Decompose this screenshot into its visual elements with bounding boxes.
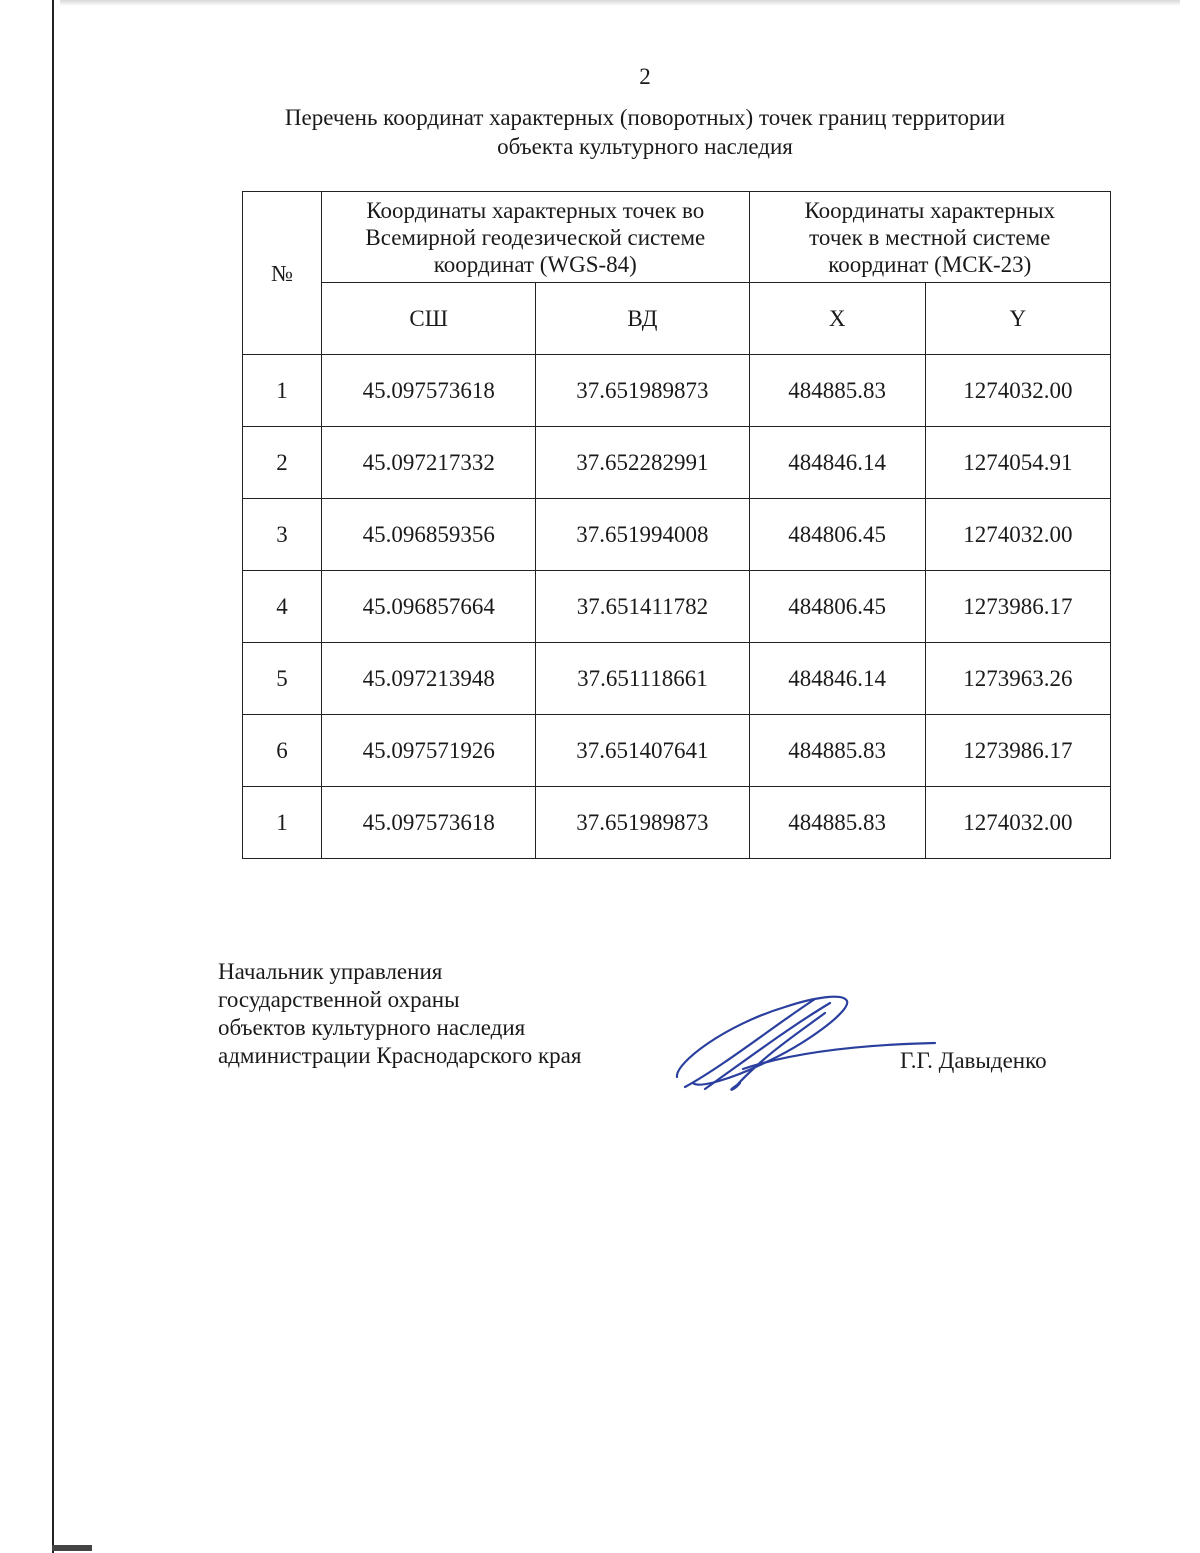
header-wgs84-line-1: Координаты характерных точек во (366, 197, 705, 223)
scan-left-edge (52, 0, 54, 1553)
position-line-1: Начальник управления (218, 959, 443, 984)
cell-number: 1 (243, 355, 322, 427)
cell-x: 484806.45 (749, 499, 925, 571)
cell-latitude: 45.096857664 (322, 571, 536, 643)
cell-longitude: 37.651407641 (536, 715, 749, 787)
cell-latitude: 45.097217332 (322, 427, 536, 499)
document-title (200, 103, 1090, 161)
title-line-2: объекта культурного наследия (497, 134, 793, 159)
header-x: X (749, 283, 925, 355)
position-line-4: администрации Краснодарского края (218, 1043, 582, 1068)
cell-latitude: 45.097573618 (322, 355, 536, 427)
cell-longitude: 37.651989873 (536, 355, 749, 427)
cell-y: 1274032.00 (925, 499, 1110, 571)
cell-y: 1273986.17 (925, 571, 1110, 643)
header-msk23-line-3: координат (МСК-23) (828, 251, 1032, 277)
cell-y: 1273963.26 (925, 643, 1110, 715)
cell-latitude: 45.097213948 (322, 643, 536, 715)
cell-y: 1273986.17 (925, 715, 1110, 787)
header-msk23-line-1: Координаты характерных (804, 197, 1056, 223)
cell-x: 484885.83 (749, 787, 925, 859)
table-row (243, 355, 1111, 427)
table-header-row-2 (243, 283, 1111, 355)
cell-number: 5 (243, 643, 322, 715)
table-row (243, 499, 1111, 571)
cell-latitude: 45.097571926 (322, 715, 536, 787)
table-header-row-1 (243, 192, 1111, 283)
cell-number: 2 (243, 427, 322, 499)
scan-top-edge (60, 0, 1180, 6)
header-msk23-group (749, 192, 1110, 283)
handwritten-signature (665, 985, 945, 1105)
cell-longitude: 37.651411782 (536, 571, 749, 643)
header-wgs84-group (322, 192, 749, 283)
header-y: Y (925, 283, 1110, 355)
cell-number: 3 (243, 499, 322, 571)
cell-x: 484846.14 (749, 643, 925, 715)
cell-latitude: 45.096859356 (322, 499, 536, 571)
cell-longitude: 37.651118661 (536, 643, 749, 715)
title-line-1: Перечень координат характерных (поворотных) точек границ территории (284, 105, 1006, 130)
cell-longitude: 37.651989873 (536, 787, 749, 859)
cell-longitude: 37.652282991 (536, 427, 749, 499)
table-row (243, 715, 1111, 787)
cell-y: 1274032.00 (925, 355, 1110, 427)
coordinates-table (242, 191, 1111, 859)
table-row (243, 571, 1111, 643)
cell-number: 6 (243, 715, 322, 787)
header-wgs84-line-3: координат (WGS-84) (433, 251, 637, 277)
page-number: 2 (639, 64, 651, 89)
header-latitude: СШ (322, 283, 536, 355)
cell-latitude: 45.097573618 (322, 787, 536, 859)
signer-name: Г.Г. Давыденко (900, 1048, 1047, 1073)
header-msk23-line-2: точек в местной системе (809, 224, 1051, 250)
cell-x: 484806.45 (749, 571, 925, 643)
header-wgs84-line-2: Всемирной геодезической системе (365, 224, 706, 250)
cell-y: 1274032.00 (925, 787, 1110, 859)
scan-bottom-mark (52, 1545, 92, 1551)
header-number: № (243, 192, 322, 355)
table-row (243, 427, 1111, 499)
position-line-3: объектов культурного наследия (218, 1015, 526, 1040)
header-longitude: ВД (536, 283, 749, 355)
cell-y: 1274054.91 (925, 427, 1110, 499)
signatory-position (218, 958, 581, 1070)
cell-number: 1 (243, 787, 322, 859)
position-line-2: государственной охраны (218, 987, 460, 1012)
cell-x: 484846.14 (749, 427, 925, 499)
table-row (243, 643, 1111, 715)
cell-x: 484885.83 (749, 355, 925, 427)
table-row (243, 787, 1111, 859)
cell-x: 484885.83 (749, 715, 925, 787)
cell-number: 4 (243, 571, 322, 643)
cell-longitude: 37.651994008 (536, 499, 749, 571)
